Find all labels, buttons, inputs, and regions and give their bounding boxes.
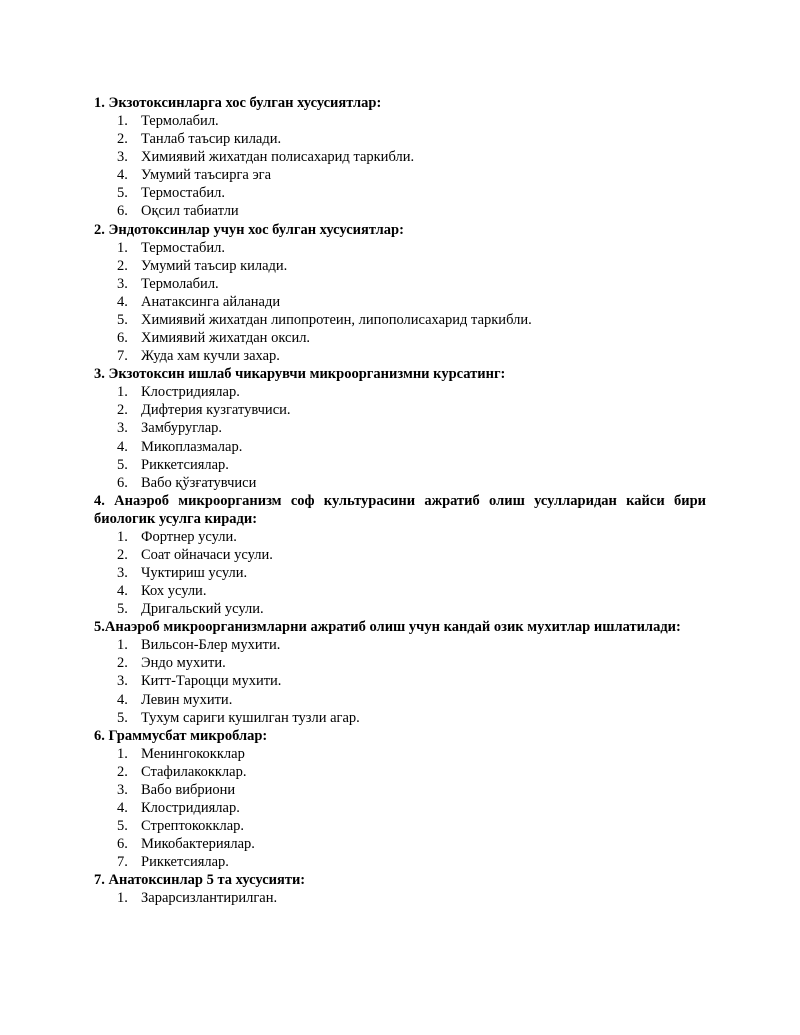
option-number: 4. — [117, 691, 128, 708]
option-list — [94, 636, 706, 726]
option-number: 1. — [117, 637, 128, 654]
option-text: Анатаксинга айланади — [141, 293, 281, 310]
option-text: Кох усули. — [141, 583, 207, 600]
option-list — [94, 239, 706, 366]
option-number: 4. — [117, 583, 128, 600]
option-number: 4. — [117, 293, 128, 310]
option-text: Фортнер усули. — [141, 528, 237, 545]
option-number: 1. — [117, 113, 128, 129]
option-item — [94, 184, 706, 202]
option-list — [94, 745, 706, 872]
option-item — [94, 166, 706, 184]
question-title: 7. Анатоксинлар 5 та хусусияти: — [94, 872, 306, 889]
option-number: 5. — [117, 456, 128, 473]
option-item — [94, 672, 706, 690]
option-number: 1. — [117, 239, 128, 256]
option-text: Тухум сариги кушилган тузли агар. — [141, 709, 360, 726]
option-item — [94, 600, 706, 618]
option-item — [94, 691, 706, 709]
option-text: Чуктириш усули. — [141, 564, 248, 581]
option-item — [94, 781, 706, 799]
option-number: 7. — [117, 854, 128, 871]
option-text: Дригальский усули. — [141, 601, 264, 618]
option-text: Химиявий жихатдан липопротеин, липополисахарид таркибли. — [141, 311, 532, 328]
option-number: 1. — [117, 528, 128, 545]
option-item — [94, 293, 706, 311]
option-text: Клостридиялар. — [141, 384, 240, 401]
option-number: 5. — [117, 709, 128, 726]
option-item — [94, 709, 706, 727]
option-text: Умумий таъсир килади. — [141, 257, 288, 274]
option-number: 1. — [117, 890, 128, 907]
option-item — [94, 257, 706, 275]
option-number: 5. — [117, 311, 128, 328]
option-number: 3. — [117, 420, 128, 437]
option-text: Стафилакокклар. — [141, 763, 247, 780]
question-title: 4. Анаэроб микроорганизм соф культурасини ажратиб олиш усулларидан кайси бири биологик усулга киради: — [94, 492, 706, 527]
option-number: 6. — [117, 836, 128, 853]
option-text: Клостридиялар. — [141, 800, 240, 816]
option-text: Менингококклар — [141, 745, 245, 762]
option-item — [94, 528, 706, 546]
option-text: Танлаб таъсир килади. — [141, 131, 282, 148]
option-text: Вильсон-Блер мухити. — [141, 637, 281, 654]
option-number: 7. — [117, 348, 128, 365]
option-item — [94, 763, 706, 781]
option-number: 5. — [117, 818, 128, 835]
option-text: Соат ойначаси усули. — [141, 546, 273, 563]
option-list — [94, 112, 706, 221]
option-number: 4. — [117, 800, 128, 816]
option-item — [94, 130, 706, 148]
option-number: 5. — [117, 185, 128, 202]
option-text: Микобактериялар. — [141, 836, 255, 853]
option-item — [94, 654, 706, 672]
option-number: 2. — [117, 655, 128, 672]
option-text: Химиявий жихатдан полисахарид таркибли. — [141, 149, 415, 166]
option-text: Термолабил. — [141, 113, 219, 129]
option-text: Химиявий жихатдан оксил. — [141, 330, 311, 347]
option-item — [94, 636, 706, 654]
option-number: 1. — [117, 384, 128, 401]
question-title: 1. Экзотоксинларга хос булган хусусиятлар: — [94, 95, 382, 111]
option-number: 2. — [117, 763, 128, 780]
option-number: 2. — [117, 257, 128, 274]
option-list — [94, 528, 706, 618]
option-text: Вабо қўзғатувчиси — [141, 474, 257, 491]
option-number: 6. — [117, 203, 128, 220]
option-item — [94, 112, 706, 130]
option-number: 5. — [117, 601, 128, 618]
option-text: Стрептококклар. — [141, 818, 245, 835]
question-title: 2. Эндотоксинлар учун хос булган хусусиятлар: — [94, 221, 404, 238]
option-number: 3. — [117, 275, 128, 292]
option-text: Умумий таъсирга эга — [141, 167, 272, 184]
option-list — [94, 383, 706, 492]
option-number: 3. — [117, 781, 128, 798]
question-title: 3. Экзотоксин ишлаб чикарувчи микроорганизмни курсатинг: — [94, 366, 506, 383]
option-item — [94, 275, 706, 293]
option-item — [94, 564, 706, 582]
document-content — [94, 94, 706, 907]
option-number: 2. — [117, 131, 128, 148]
option-number: 6. — [117, 330, 128, 347]
option-text: Термостабил. — [141, 185, 225, 202]
option-text: Эндо мухити. — [141, 655, 226, 672]
option-text: Жуда хам кучли захар. — [141, 348, 280, 365]
option-item — [94, 456, 706, 474]
option-item — [94, 148, 706, 166]
option-item — [94, 202, 706, 220]
option-text: Микоплазмалар. — [141, 438, 243, 455]
option-text: Дифтерия кузгатувчиси. — [141, 402, 291, 419]
option-number: 3. — [117, 564, 128, 581]
option-number: 4. — [117, 167, 128, 184]
option-item — [94, 383, 706, 401]
option-text: Риккетсиялар. — [141, 854, 229, 871]
option-text: Оқсил табиатли — [141, 203, 239, 220]
option-number: 6. — [117, 474, 128, 491]
option-text: Зарарсизлантирилган. — [141, 890, 278, 907]
option-number: 2. — [117, 546, 128, 563]
option-number: 3. — [117, 673, 128, 690]
option-text: Термолабил. — [141, 275, 219, 292]
option-item — [94, 745, 706, 763]
option-item — [94, 799, 706, 817]
option-item — [94, 239, 706, 257]
option-text: Китт-Тароцци мухити. — [141, 673, 282, 690]
option-text: Риккетсиялар. — [141, 456, 229, 473]
option-item — [94, 546, 706, 564]
option-list — [94, 889, 706, 907]
option-number: 4. — [117, 438, 128, 455]
question-title: 6. Граммусбат микроблар: — [94, 727, 268, 744]
option-number: 2. — [117, 402, 128, 419]
option-item — [94, 401, 706, 419]
option-item — [94, 347, 706, 365]
question-title: 5.Анаэроб микроорганизмларни ажратиб олиш учун кандай озик мухитлар ишлатилади: — [94, 619, 681, 636]
option-item — [94, 853, 706, 871]
option-number: 3. — [117, 149, 128, 166]
option-item — [94, 889, 706, 907]
option-text: Вабо вибриони — [141, 781, 236, 798]
option-text: Замбуруглар. — [141, 420, 223, 437]
option-item — [94, 419, 706, 437]
option-item — [94, 438, 706, 456]
option-number: 1. — [117, 745, 128, 762]
option-item — [94, 835, 706, 853]
option-item — [94, 329, 706, 347]
option-item — [94, 817, 706, 835]
option-text: Термостабил. — [141, 239, 225, 256]
option-item — [94, 311, 706, 329]
option-text: Левин мухити. — [141, 691, 233, 708]
option-item — [94, 582, 706, 600]
option-item — [94, 474, 706, 492]
